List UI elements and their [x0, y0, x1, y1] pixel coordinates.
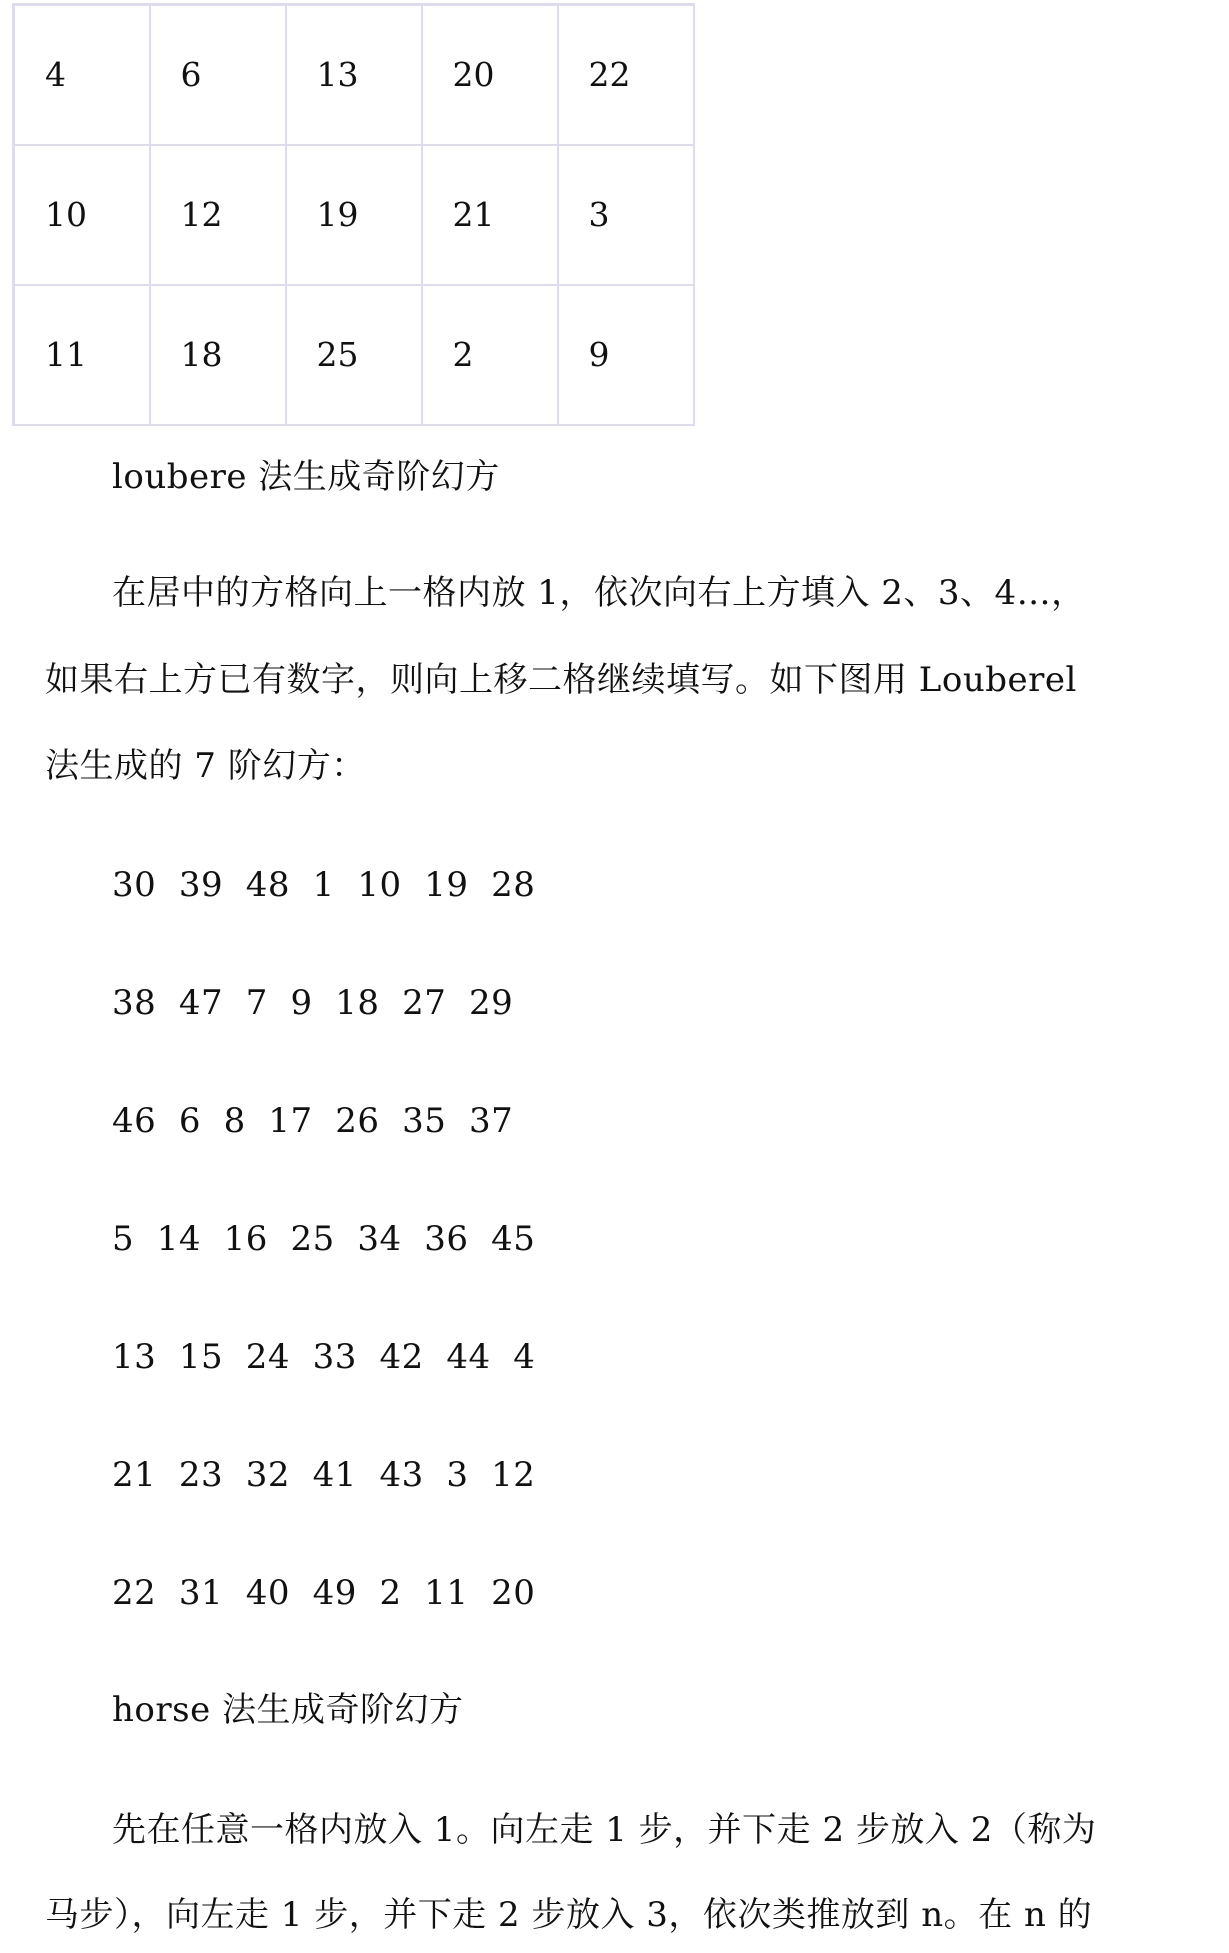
table-cell: 9: [558, 285, 694, 425]
table-cell: 20: [422, 5, 558, 145]
magic-square-row: 21 23 32 41 43 3 12: [112, 1455, 536, 1495]
magic-square-row: 13 15 24 33 42 44 4: [112, 1337, 536, 1377]
table-cell: 10: [14, 145, 150, 285]
section-heading-horse: horse 法生成奇阶幻方: [112, 1690, 464, 1730]
magic-square-row: 38 47 7 9 18 27 29: [112, 983, 514, 1023]
magic-square-row: 46 6 8 17 26 35 37: [112, 1101, 514, 1141]
table-cell: 6: [150, 5, 286, 145]
table-cell: 4: [14, 5, 150, 145]
table-cell: 25: [286, 285, 422, 425]
table-cell: 12: [150, 145, 286, 285]
table-row: [14, 145, 694, 285]
paragraph-line: 先在任意一格内放入 1。向左走 1 步，并下走 2 步放入 2（称为: [112, 1810, 1097, 1850]
table-row: [14, 285, 694, 425]
magic-square-row: 5 14 16 25 34 36 45: [112, 1219, 536, 1259]
paragraph-line: 马步），向左走 1 步，并下走 2 步放入 3，依次类推放到 n。在 n 的: [45, 1895, 1093, 1935]
table-cell: 22: [558, 5, 694, 145]
table-cell: 13: [286, 5, 422, 145]
paragraph-line: 在居中的方格向上一格内放 1，依次向右上方填入 2、3、4…，: [112, 573, 1086, 613]
table-cell: 19: [286, 145, 422, 285]
table-cell: 2: [422, 285, 558, 425]
table-cell: 3: [558, 145, 694, 285]
paragraph-line: 如果右上方已有数字，则向上移二格继续填写。如下图用 Louberel: [45, 660, 1077, 700]
paragraph-line: 法生成的 7 阶幻方：: [45, 746, 366, 786]
table-cell: 21: [422, 145, 558, 285]
number-grid-table: [12, 3, 695, 426]
magic-square-row: 22 31 40 49 2 11 20: [112, 1573, 536, 1613]
table-cell: 11: [14, 285, 150, 425]
table-row: [14, 5, 694, 145]
magic-square-row: 30 39 48 1 10 19 28: [112, 865, 536, 905]
section-heading-loubere: loubere 法生成奇阶幻方: [112, 457, 500, 497]
table-cell: 18: [150, 285, 286, 425]
